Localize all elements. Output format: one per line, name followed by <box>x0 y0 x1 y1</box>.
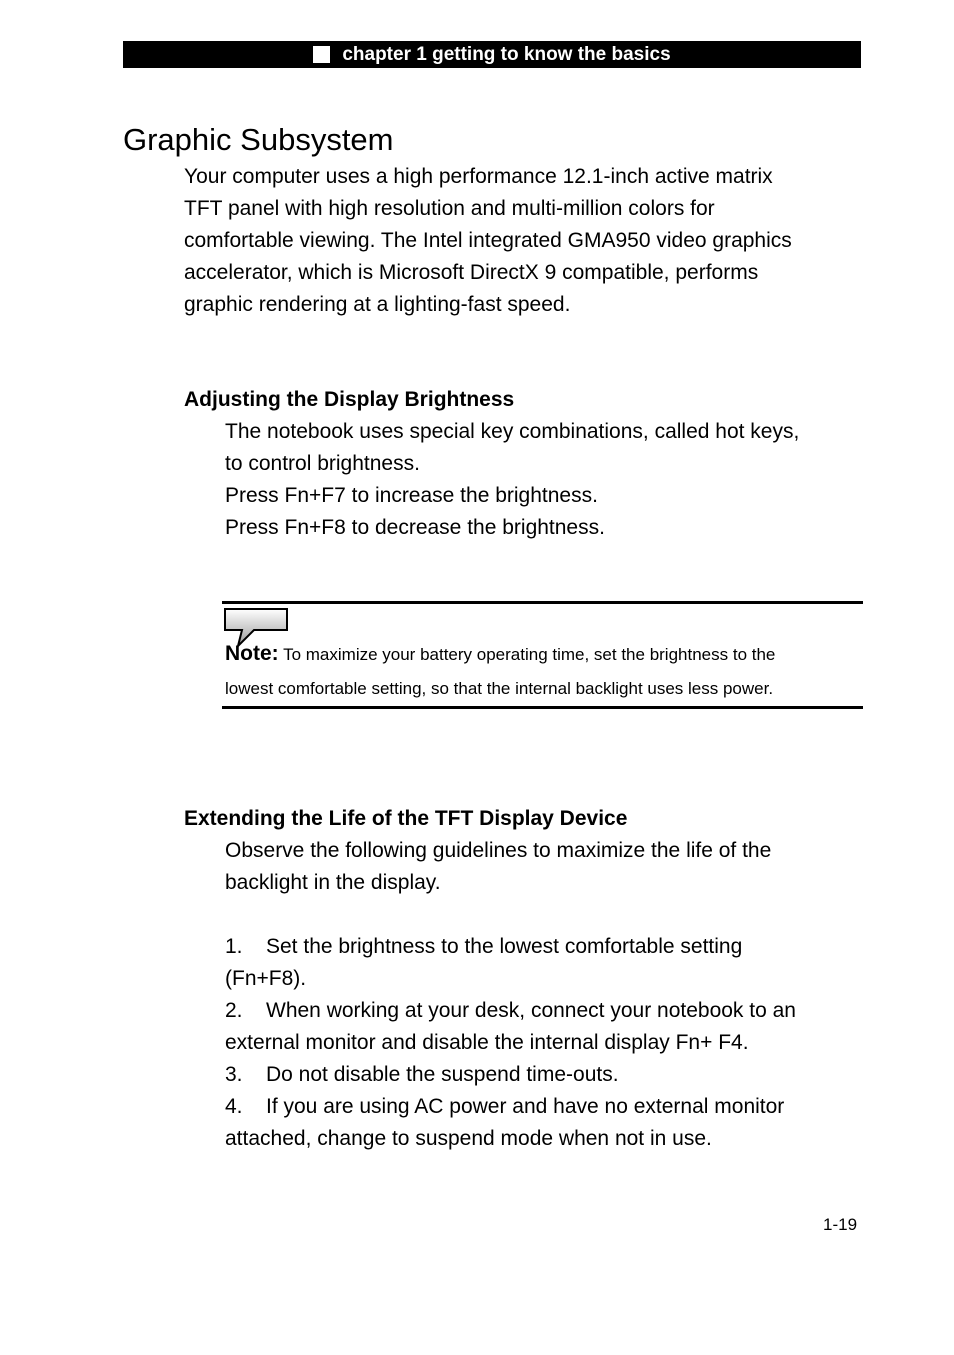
list-continuation: external monitor and disable the internal display Fn+ F4. <box>225 1031 749 1054</box>
list-item <box>225 931 865 963</box>
brightness-paragraph <box>225 416 865 544</box>
brightness-heading: Adjusting the Display Brightness <box>184 388 515 411</box>
list-text: When working at your desk, connect your notebook to an <box>266 999 796 1022</box>
note-text-line: To maximize your battery operating time, set the brightness to the <box>278 645 776 664</box>
list-continuation: (Fn+F8). <box>225 967 307 990</box>
list-item <box>225 1091 865 1123</box>
brightness-line: Press Fn+F8 to decrease the brightness. <box>225 516 605 539</box>
page-title: Graphic Subsystem <box>123 122 394 157</box>
note-text <box>225 639 775 670</box>
note-text-line: lowest comfortable setting, so that the internal backlight uses less power. <box>225 679 774 698</box>
chapter-header-text: chapter 1 getting to know the basics <box>342 44 671 65</box>
list-number: 1. <box>225 935 243 958</box>
note-label: Note: <box>225 642 279 665</box>
list-text: Set the brightness to the lowest comfortable setting <box>266 935 743 958</box>
chapter-header <box>123 41 861 68</box>
intro-line: graphic rendering at a lighting-fast speed. <box>184 293 571 316</box>
tft-intro-line: Observe the following guidelines to maximize the life of the <box>225 839 772 862</box>
list-text: Do not disable the suspend time-outs. <box>266 1063 619 1086</box>
square-bullet-icon <box>313 46 330 63</box>
page-number: 1-19 <box>823 1215 858 1234</box>
intro-line: accelerator, which is Microsoft DirectX 9 compatible, performs <box>184 261 759 284</box>
intro-paragraph <box>184 161 864 321</box>
list-item <box>225 1059 865 1091</box>
intro-line: comfortable viewing. The Intel integrated GMA950 video graphics <box>184 229 792 252</box>
brightness-line: to control brightness. <box>225 452 420 475</box>
brightness-line: Press Fn+F7 to increase the brightness. <box>225 484 598 507</box>
list-text: If you are using AC power and have no external monitor <box>266 1095 785 1118</box>
intro-line: TFT panel with high resolution and multi-million colors for <box>184 197 715 220</box>
list-number: 3. <box>225 1063 243 1086</box>
brightness-line: The notebook uses special key combinations, called hot keys, <box>225 420 800 443</box>
intro-line: Your computer uses a high performance 12.1-inch active matrix <box>184 165 773 188</box>
guidelines-list <box>225 931 865 1155</box>
tft-paragraph <box>225 835 865 899</box>
note-box <box>222 601 863 709</box>
list-number: 4. <box>225 1095 243 1118</box>
tft-heading: Extending the Life of the TFT Display Device <box>184 807 628 830</box>
list-item <box>225 995 865 1027</box>
list-number: 2. <box>225 999 243 1022</box>
list-continuation: attached, change to suspend mode when not in use. <box>225 1127 712 1150</box>
tft-intro-line: backlight in the display. <box>225 871 441 894</box>
